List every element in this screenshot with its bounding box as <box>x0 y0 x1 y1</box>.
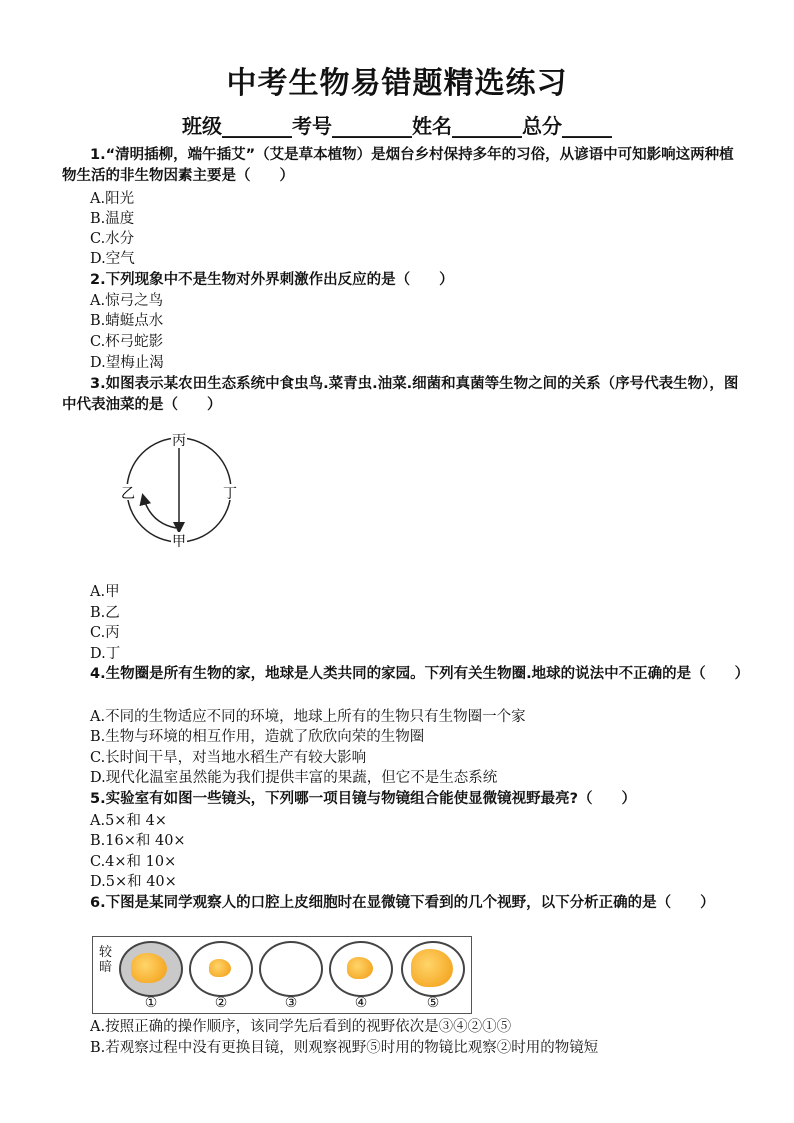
question-2-stem: 2.下列现象中不是生物对外界刺激作出反应的是（ ） <box>90 272 454 288</box>
question-5-option-a: A.5×和 4× <box>90 813 167 829</box>
question-3-option-a: A.甲 <box>90 584 120 600</box>
field-number-4: ④ <box>354 995 368 1011</box>
field-2 <box>189 941 253 997</box>
field-number-5: ⑤ <box>426 995 440 1011</box>
field-5 <box>401 941 465 997</box>
question-6-stem: 6.下图是某同学观察人的口腔上皮细胞时在显微镜下看到的几个视野，以下分析正确的是（ ） <box>90 895 715 911</box>
question-1-stem: 1.“清明插柳，端午插艾”（艾是草本植物）是烟台乡村保持多年的习俗，从谚语中可知影响这两种植物生活的非生物因素主要是（ ） <box>62 147 734 184</box>
question-2-option-a: A.惊弓之鸟 <box>90 293 164 309</box>
question-4-option-d: D.现代化温室虽然能为我们提供丰富的果蔬，但它不是生态系统 <box>90 770 498 786</box>
label-bing: 丙 <box>172 433 186 449</box>
label-yi: 乙 <box>121 486 135 502</box>
question-5-option-b: B.16×和 40× <box>90 833 186 849</box>
question-4-option-a: A.不同的生物适应不同的环境，地球上所有的生物只有生物圈一个家 <box>90 709 526 725</box>
microscope-fields-figure <box>92 936 472 1014</box>
label-jia: 甲 <box>172 534 186 550</box>
question-3-option-b: B.乙 <box>90 605 120 621</box>
page-title: 中考生物易错题精选练习 <box>226 66 568 101</box>
question-6-option-a: A.按照正确的操作顺序，该同学先后看到的视野依次是③④②①⑤ <box>90 1019 512 1035</box>
question-3-option-d: D.丁 <box>90 646 121 662</box>
question-2-option-d: D.望梅止渴 <box>90 355 164 371</box>
question-2-option-b: B.蜻蜓点水 <box>90 313 164 329</box>
question-6-option-b: B.若观察过程中没有更换目镜，则观察视野⑤时用的物镜比观察②时用的物镜短 <box>90 1040 599 1056</box>
field-1 <box>119 941 183 997</box>
question-1-option-b: B.温度 <box>90 211 135 227</box>
question-3-option-c: C.丙 <box>90 625 120 641</box>
question-4-option-c: C.长时间干旱，对当地水稻生产有较大影响 <box>90 750 367 766</box>
question-1-option-a: A.阳光 <box>90 191 135 207</box>
question-5-stem: 5.实验室有如图一些镜头，下列哪一项目镜与物镜组合能使显微镜视野最亮?（ ） <box>90 791 637 807</box>
question-2-option-c: C.杯弓蛇影 <box>90 334 164 350</box>
field-number-1: ① <box>144 995 158 1011</box>
cell-blob <box>347 957 373 979</box>
cell-blob <box>209 959 231 977</box>
field-3 <box>259 941 323 997</box>
cell-blob <box>411 949 453 987</box>
question-4-option-b: B.生物与环境的相互作用，造就了欣欣向荣的生物圈 <box>90 729 425 745</box>
question-1-option-c: C.水分 <box>90 231 135 247</box>
field-4 <box>329 941 393 997</box>
cell-blob <box>131 953 167 983</box>
field-number-2: ② <box>214 995 228 1011</box>
question-1-option-d: D.空气 <box>90 251 135 267</box>
question-3-stem: 3.如图表示某农田生态系统中食虫鸟.菜青虫.油菜.细菌和真菌等生物之间的关系（序号代表生物），图中代表油菜的是（ ） <box>62 376 739 413</box>
dark-label: 较暗 <box>99 945 113 975</box>
food-web-diagram <box>110 428 250 553</box>
question-5-option-d: D.5×和 40× <box>90 874 177 890</box>
question-5-option-c: C.4×和 10× <box>90 854 177 870</box>
student-info-line: 班级_______考号________姓名_______总分_____ <box>182 114 612 138</box>
arrow-jia-to-yi <box>143 496 176 528</box>
question-4-stem: 4.生物圈是所有生物的家，地球是人类共同的家园。下列有关生物圈.地球的说法中不正确的是（ ） <box>90 666 750 682</box>
label-ding: 丁 <box>223 486 237 502</box>
field-number-3: ③ <box>284 995 298 1011</box>
